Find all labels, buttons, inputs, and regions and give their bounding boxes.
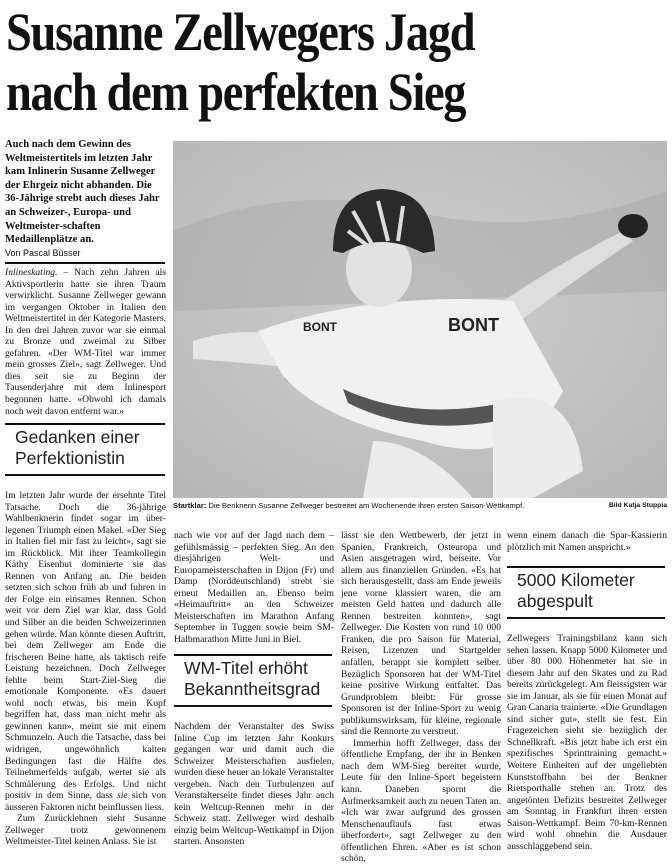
body-text: nach wie vor auf der Jagd nach dem – gefühlsmässig – perfekten Sieg. An den diesjährigen Welt- und Europameisterschaften in Dijon (Fr) und Damp (Norddeutschland) strebt sie erneut Medaillen an. Ebenso beim «Heimauftritt» an den Schweizer Meisterschaften im Marathon Anfang September in Tuggen sowie beim SM-Halbmarathon Mitte Juni in Biel. <box>174 530 334 645</box>
column-3-body <box>341 530 501 865</box>
lead-paragraph: Auch nach dem Gewinn des Weltmeistertitels im letzten Jahr kam Inlinerin Susanne Zellweger der Ehrgeiz nicht abhanden. Die 36-Jährige strebt auch dieses Jahr an Schweizer-, Europa- und Weltmeister-schaften Medaillenplätze an. <box>5 139 160 246</box>
body-text: sich von äusseren Faktoren nicht beinflussen liess. <box>5 790 166 813</box>
divider <box>507 617 665 619</box>
headline-line-1: Susanne Zellwegers Jagd <box>6 2 475 62</box>
emphasis: sie <box>117 790 128 802</box>
body-text: Im letzten Jahr wurde der ersehnte Titel Tatsache. Doch die 36-jährige Wahlbenknerin findet sogar im über-legenen Triumph einen Makel. «Der Sieg in Italien fiel mir fast zu leicht», sagt sie im Rückblick. Mit ihrer Teamkollegin Käthy Eisenhut dominierte sie das Rennen von Anfang an. Die beiden setzten sich schon früh ab und fuhren in der Folge ein einsames Rennen. Schon weit vor dem Ziel war klar, dass Gold und Silber an die beiden Schweizerinnen gehen würde. Man könnte diesen Auftritt, bei dem Zellweger am Ende die frischeren Beine hatte, als taktisch reife Leistung bezeichnen. Doch Zellweger fehlte beim Start-Ziel-Sieg die emotionale Komponente. «Es dauert wohl noch etwas, bis mein Kopf begriffen hat, dass man nicht mehr als gewinnen kann», meint sie mit einem Schmunzeln. Auch die Tatsache, dass bei widrigen, ungewöhnlich kalten Bedingungen fast die Hälfte des Teilnehmerfelds aufgab, wertet sie als Schmälerung des Erfolgs. Und nicht positiv in dem Sinne, dass <box>5 490 166 802</box>
divider <box>507 566 665 568</box>
intro-column <box>5 267 166 417</box>
column-2-body <box>174 530 334 645</box>
divider <box>5 474 165 476</box>
headline <box>6 2 574 122</box>
subhead-wm-titel: WM-Titel erhöht Bekanntheitsgrad <box>184 658 321 699</box>
photo-credit: Bild Katja Stuppia <box>608 502 667 509</box>
subhead-kilometer: 5000 Kilometer abgespult <box>517 570 635 611</box>
skater-photo-illustration <box>173 141 667 498</box>
body-text: Nachdem der Veranstalter des Swiss Inline Cup im letzten Jahr Konkurs gegangen war und damit auch die Schweizer Meisterschaften ausfielen, wurden diese heuer an lokale Veranstalter vergeben. Nach den Turbulenzen auf Veranstalterseite findet dieses Jahr auch kein Weltcup-Rennen mehr in der Schweiz statt. Zellweger wird deshalb einzig beim Weltcup-Wettkampf in Dijon starten. Ansonsten <box>174 721 334 848</box>
intro-text: – Nach zehn Jahren als Aktivsportlerin hatte sie ihren Traum verwirklicht. Susanne Zellweger gewann im vergangen Oktober in Italien den Weltmeistertitel in der Kategorie Masters. In den drei Jahren zuvor war sie einmal zu Bronze und zweimal zu Silber gefahren. «Der WM-Titel war immer mein grosses Ziel», sagt Zellweger. Und dies seit sie zu Beginn der Tausenderjahre mit dem Inlinesport begonnen hatte. «Obwohl ich damals noch weit davon entfernt war.» <box>5 267 166 417</box>
divider <box>5 423 165 425</box>
subhead-perfektionistin: Gedanken einer Perfektionistin <box>15 427 140 468</box>
photo-caption <box>173 501 667 511</box>
body-text: Zellwegers Trainingsbilanz kann sich sehen lassen. Knapp 5000 Kilometer und über 80 000 Höhenmeter hat sie in diesem Jahr auf den Skates und zu Rad bereits zurückgelegt. Am fleissigsten war sie im Januar, als sie für einen Monat auf Gran Canaria trainierte. «Die Grundlagen sind sicher gut», stellt sie fest. Ein Fragezeichen sieht sie bezüglich der Schnellkraft. «Bis jetzt habe ich erst ein spezifisches Sprinttraining gemacht.» Weitere Einheiten auf der ungeliebten Kunststoffbahn bei der Benkner Rietsporthalle stehen an. Trotz des angetönten Defizits bestreitet Zellweger am Sonntag in Frankfurt ihren ersten Saison-Wettkampf. Beim 70-km-Rennen wird wohl ohnehin die Ausdauer ausschlaggebend sein. <box>507 633 667 852</box>
body-text: Zum Zurücklehnen sieht Susanne Zellweger trotz gewonnenem Weltmeister-Titel keinen Anlass. Sie ist <box>5 813 166 848</box>
body-text: Immerhin hofft Zellweger, dass der öffentliche Empfang, der ihr in Benken nach dem WM-Sieg bereitet wurde, Leute für den Inline-Sport begeistern kann. Daneben spornt die Aufmerksamkeit auch zu neuen Taten an. «Ich war zwar aufgrund des grossen Menschenauflaufs fast etwas überfordert», sagt Zellweger zu den öffentlichen Ehren. «Aber es ist schon schön, <box>341 737 501 865</box>
svg-text:BONT: BONT <box>303 320 337 334</box>
divider <box>174 705 332 707</box>
column-2-body-b <box>174 721 334 848</box>
body-text: wenn einem danach die Spar-Kassierin plötzlich mit Namen anspricht.» <box>507 530 667 553</box>
article-photo <box>173 141 667 498</box>
body-text: lässt sie den Wettbewerb, der jetzt in Spanien, Frankreich, Osteuropa und Asien ausgetragen wird, beiseite. Vor allem aus finanziellen Gründen. «Es hat sich herausgestellt, dass am Ende jeweils jene vorne klassiert waren, die am meisten Geld hatten und dadurch alle Rennen bestreiten konnten», sagt Zellweger. Die Kosten von rund 10 000 Franken, die pro Saison für Material, Reisen, Lizenzen und Startgelder anfallen, berappt sie komplett selber. Bezüglich Sponsoren hat der WM-Titel keine positive Wirkung entfaltet. Das Grundproblem bleibt: Für grosse Sponsoren ist der Inline-Sport zu wenig publikumswirksam, für kleine, regionale sind die Rennorte zu verstreut. <box>341 530 501 738</box>
column-4-body <box>507 530 667 553</box>
headline-line-2: nach dem perfekten Sieg <box>6 62 466 122</box>
column-1-body <box>5 490 166 848</box>
svg-text:BONT: BONT <box>448 315 499 335</box>
caption-text: Die Benknerin Susanne Zellweger bestreitet am Wochenende ihren ersten Saison-Wettkampf. <box>206 501 525 510</box>
column-4-body-b <box>507 633 667 852</box>
divider <box>174 654 332 656</box>
divider <box>5 262 165 264</box>
caption-label: Startklar: <box>173 501 207 510</box>
kicker: Inlineskating. <box>5 267 58 278</box>
glove <box>618 214 648 238</box>
byline: Von Pascal Büsser <box>5 248 81 258</box>
